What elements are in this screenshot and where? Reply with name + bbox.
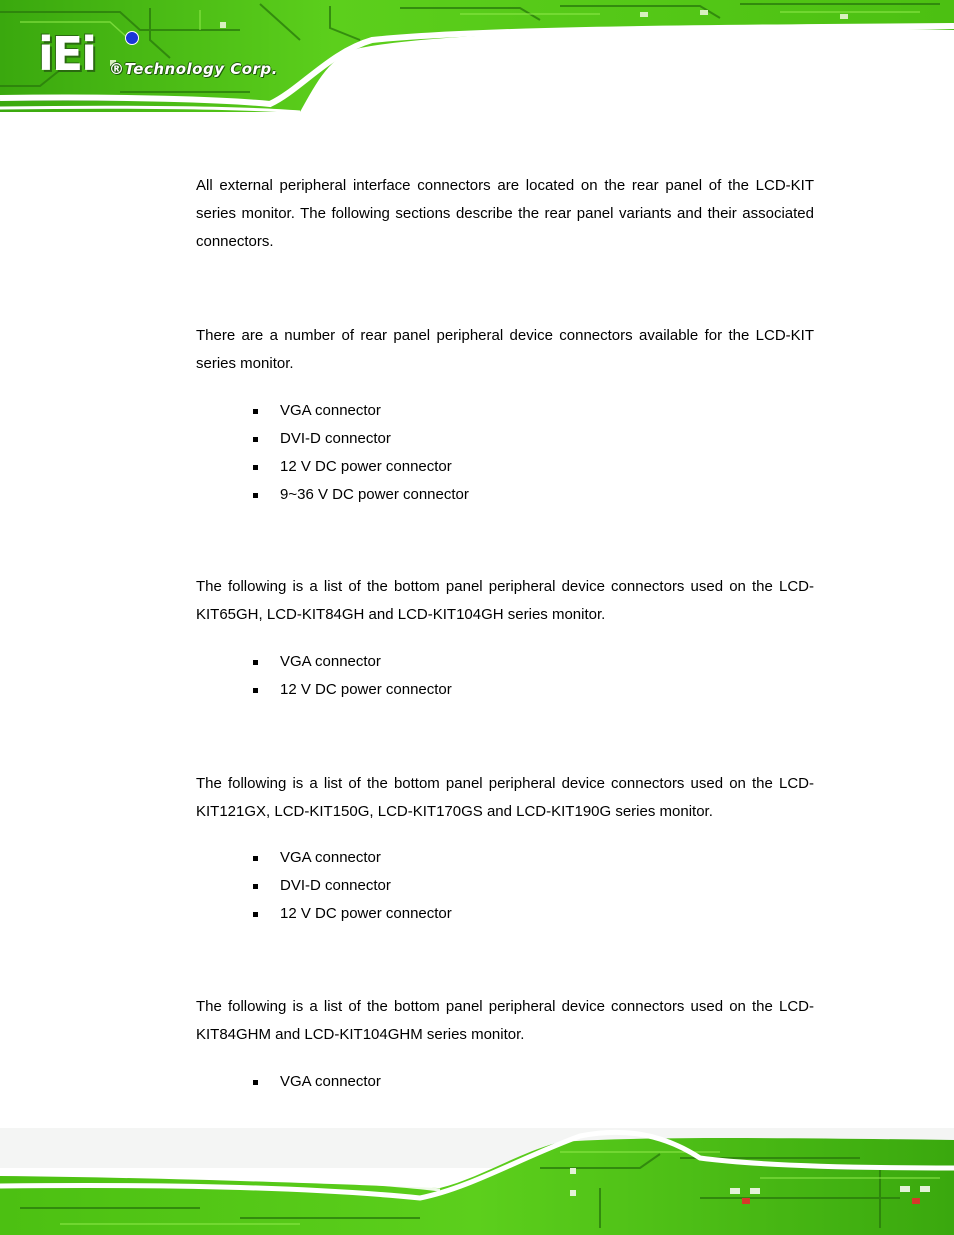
section-kit65-84-104 xyxy=(196,573,814,704)
bullet-square-icon xyxy=(253,660,258,665)
paragraph: The following is a list of the bottom panel peripheral device connectors used on the LCD-KIT84GHM and LCD-KIT104GHM series monitor. xyxy=(196,998,814,1043)
bullet-square-icon xyxy=(253,437,258,442)
list-item: 12 V DC power connector xyxy=(196,900,814,928)
bullet-square-icon xyxy=(253,493,258,498)
paragraph: The following is a list of the bottom panel peripheral device connectors used on the LCD-KIT65GH, LCD-KIT84GH and LCD-KIT104GH series monitor. xyxy=(196,578,814,623)
document-body xyxy=(196,172,814,1096)
list-item: 12 V DC power connector xyxy=(196,676,814,704)
header-banner xyxy=(0,0,954,112)
bullet-list xyxy=(196,844,814,928)
section-kit121-150-170-190 xyxy=(196,770,814,928)
company-logo xyxy=(38,27,288,82)
circuit-board-footer-graphic xyxy=(0,1128,954,1235)
bullet-square-icon xyxy=(253,884,258,889)
section-kit84ghm-104ghm xyxy=(196,993,814,1096)
bullet-list xyxy=(196,1068,814,1096)
bullet-square-icon xyxy=(253,856,258,861)
bullet-square-icon xyxy=(253,688,258,693)
logo-tagline: ®Technology Corp. xyxy=(109,60,278,78)
bullet-square-icon xyxy=(253,465,258,470)
footer-banner xyxy=(0,1128,954,1235)
bullet-list xyxy=(196,397,814,509)
section-rear-panel-connectors xyxy=(196,322,814,509)
list-item: VGA connector xyxy=(196,1068,814,1096)
list-item: VGA connector xyxy=(196,397,814,425)
list-item: VGA connector xyxy=(196,844,814,872)
list-item: 9~36 V DC power connector xyxy=(196,481,814,509)
paragraph: The following is a list of the bottom panel peripheral device connectors used on the LCD-KIT121GX, LCD-KIT150G, LCD-KIT170GS and LCD-KIT190G series monitor. xyxy=(196,775,814,820)
logo-letters: iEi xyxy=(38,27,95,81)
list-item: DVI-D connector xyxy=(196,425,814,453)
paragraph: There are a number of rear panel peripheral device connectors available for the LCD-KIT series monitor. xyxy=(196,327,814,372)
bullet-square-icon xyxy=(253,409,258,414)
bullet-list xyxy=(196,648,814,704)
bullet-square-icon xyxy=(253,912,258,917)
paragraph: All external peripheral interface connectors are located on the rear panel of the LCD-KIT series monitor. The following sections describe the rear panel variants and their associated connectors. xyxy=(196,177,814,250)
bullet-square-icon xyxy=(253,1080,258,1085)
list-item: DVI-D connector xyxy=(196,872,814,900)
section-overview xyxy=(196,172,814,256)
logo-dot-icon xyxy=(125,31,139,45)
list-item: 12 V DC power connector xyxy=(196,453,814,481)
list-item: VGA connector xyxy=(196,648,814,676)
